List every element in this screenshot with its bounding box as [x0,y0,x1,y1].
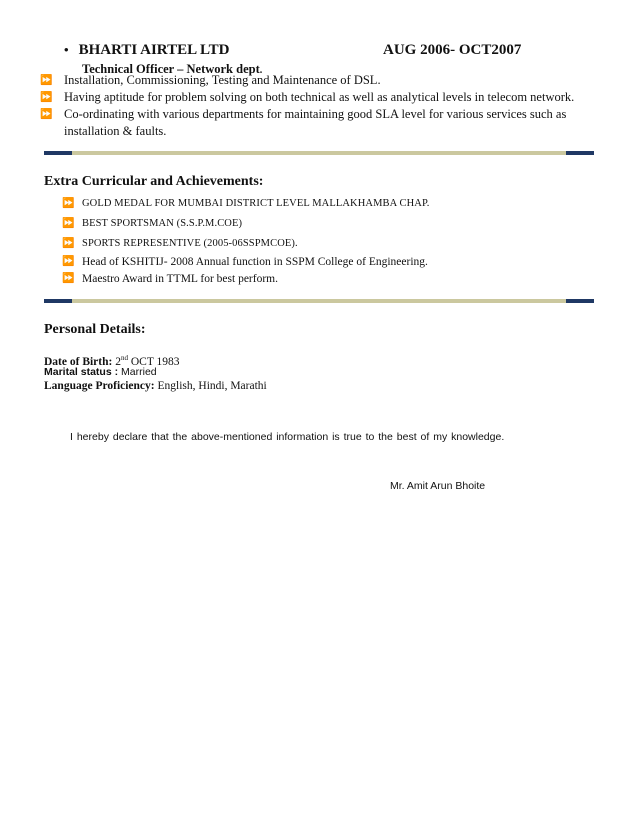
marital-value: Married [121,366,157,378]
marital-label: Marital status : [44,366,119,378]
dob-day: 2 [115,355,121,368]
double-arrow-icon: ⏩ [40,75,53,86]
divider-end-left [44,299,72,303]
list-item-text: Installation, Commissioning, Testing and Maintenance of DSL. [64,73,381,87]
list-item [62,253,582,270]
list-item-text: Maestro Award in TTML for best perform. [82,272,278,285]
language-line [44,379,267,393]
dob-label: Date of Birth: [44,355,113,368]
double-arrow-icon: ⏩ [62,237,75,249]
double-arrow-icon: ⏩ [40,109,53,120]
double-arrow-icon: ⏩ [40,92,53,103]
personal-heading: Personal Details: [44,322,146,337]
double-arrow-icon: ⏩ [62,256,75,267]
bullet-dot-icon: • [64,42,69,57]
list-item-text: SPORTS REPRESENTIVE (2005-06SSPMCOE). [82,237,298,249]
list-item-text: Head of KSHITIJ- 2008 Annual function in SSPM College of Engineering. [82,255,428,268]
section-divider [44,151,594,155]
double-arrow-icon: ⏩ [62,273,75,284]
language-label: Language Proficiency: [44,380,155,392]
list-item-text: Having aptitude for problem solving on both technical as well as analytical levels in telecom network. [64,90,575,104]
dob-rest: OCT 1983 [127,355,180,368]
signature-name: Mr. Amit Arun Bhoite [390,480,486,492]
job-responsibilities [40,72,605,140]
company-name [64,42,230,59]
declaration-text: I hereby declare that the above-mentioned information is true to the best of my knowledge. [70,431,505,443]
achievements-list [62,193,582,287]
personal-details [44,351,267,393]
list-item-text: GOLD MEDAL FOR MUMBAI DISTRICT LEVEL MALLAKHAMBA CHAP. [82,197,430,209]
achievements-heading: Extra Curricular and Achievements: [44,174,264,189]
double-arrow-icon: ⏩ [62,197,75,209]
list-item [62,193,582,213]
section-divider [44,299,594,303]
dob-line [44,351,267,368]
divider-end-right [566,151,594,155]
marital-line [44,365,267,379]
list-item-text: Co-ordinating with various departments for maintaining good SLA level for various services such as installation & faults. [64,107,567,138]
job-role-suffix: . [259,65,263,76]
list-item [40,89,605,106]
language-value: English, Hindi, Marathi [157,380,267,392]
list-item [62,233,582,253]
dob-suffix: nd [120,354,128,362]
list-item-text: BEST SPORTSMAN (S.S.P.M.COE) [82,217,243,229]
list-item [62,270,582,287]
divider-end-right [566,299,594,303]
list-item [40,72,605,89]
job-role-text: Technical Officer – Network dept [82,62,260,76]
employment-dates: AUG 2006- OCT2007 [383,42,522,58]
list-item [40,106,605,140]
double-arrow-icon: ⏩ [62,217,75,229]
list-item [62,213,582,233]
divider-end-left [44,151,72,155]
company-label: BHARTI AIRTEL LTD [78,42,230,58]
